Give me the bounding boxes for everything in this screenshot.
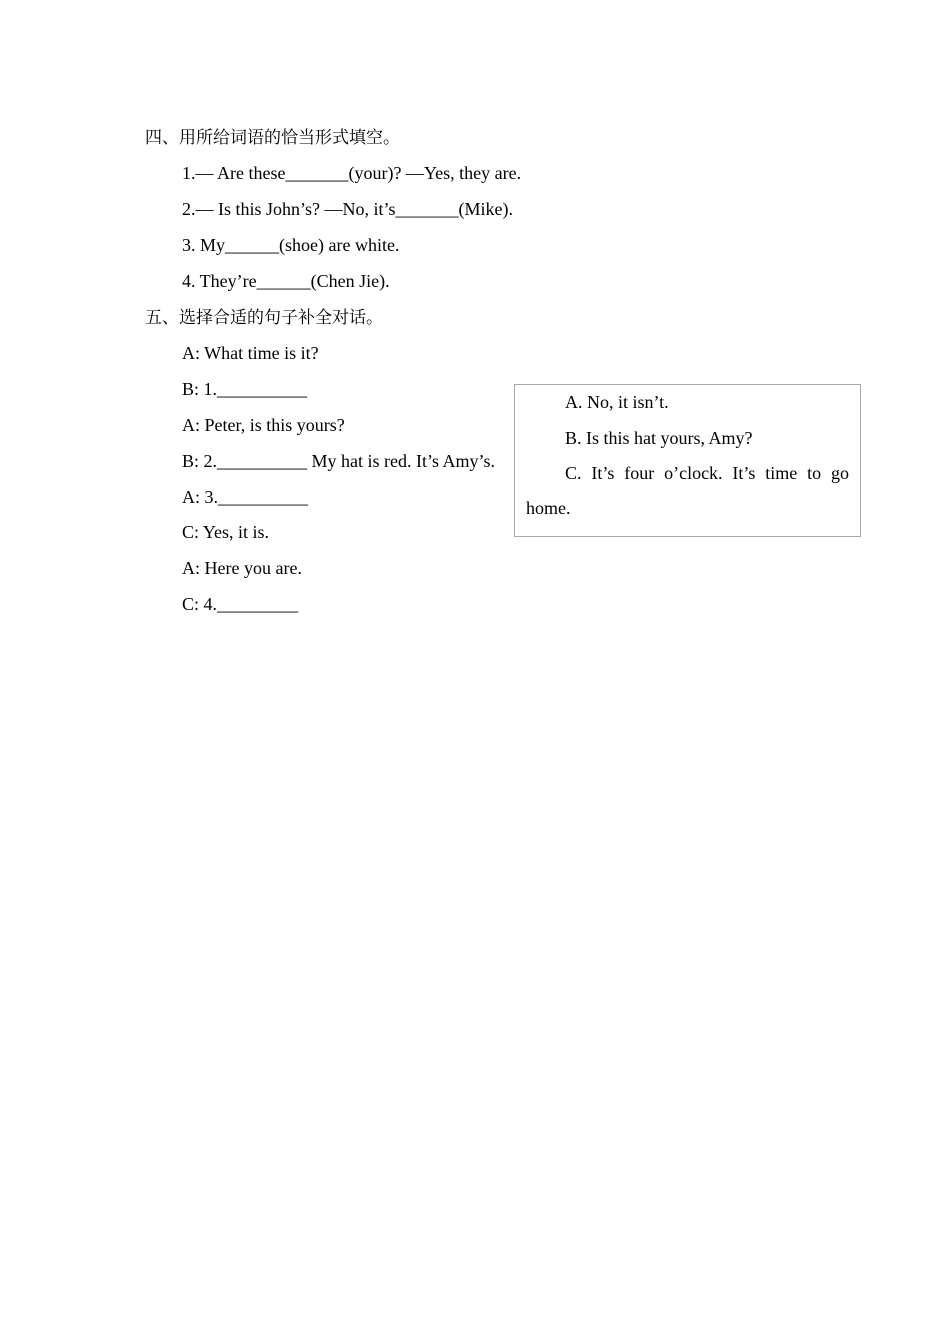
dialogue-line-6: C: Yes, it is. [182,522,270,542]
option-c-line-1: C. It’s four o’clock. It’s time to go [565,463,849,483]
dialogue-line-8: C: 4._________ [182,594,299,614]
option-b: B. Is this hat yours, Amy? [565,428,753,448]
section-4-item-1: 1.— Are these_______(your)? —Yes, they are. [182,163,522,183]
section-4-heading: 四、用所给词语的恰当形式填空。 [145,128,400,148]
section-5-heading: 五、选择合适的句子补全对话。 [145,308,383,328]
dialogue-line-3: A: Peter, is this yours? [182,415,345,435]
section-4-item-3: 3. My______(shoe) are white. [182,235,400,255]
dialogue-line-5: A: 3.__________ [182,487,308,507]
dialogue-line-1: A: What time is it? [182,343,319,363]
dialogue-line-7: A: Here you are. [182,558,302,578]
option-a: A. No, it isn’t. [565,392,669,412]
option-c-line-2: home. [526,498,571,518]
section-4-item-2: 2.— Is this John’s? —No, it’s_______(Mike). [182,199,513,219]
dialogue-line-4: B: 2.__________ My hat is red. It’s Amy’s. [182,451,496,471]
section-4-item-4: 4. They’re______(Chen Jie). [182,271,390,291]
answer-options-box [514,384,861,537]
dialogue-line-2: B: 1.__________ [182,379,308,399]
